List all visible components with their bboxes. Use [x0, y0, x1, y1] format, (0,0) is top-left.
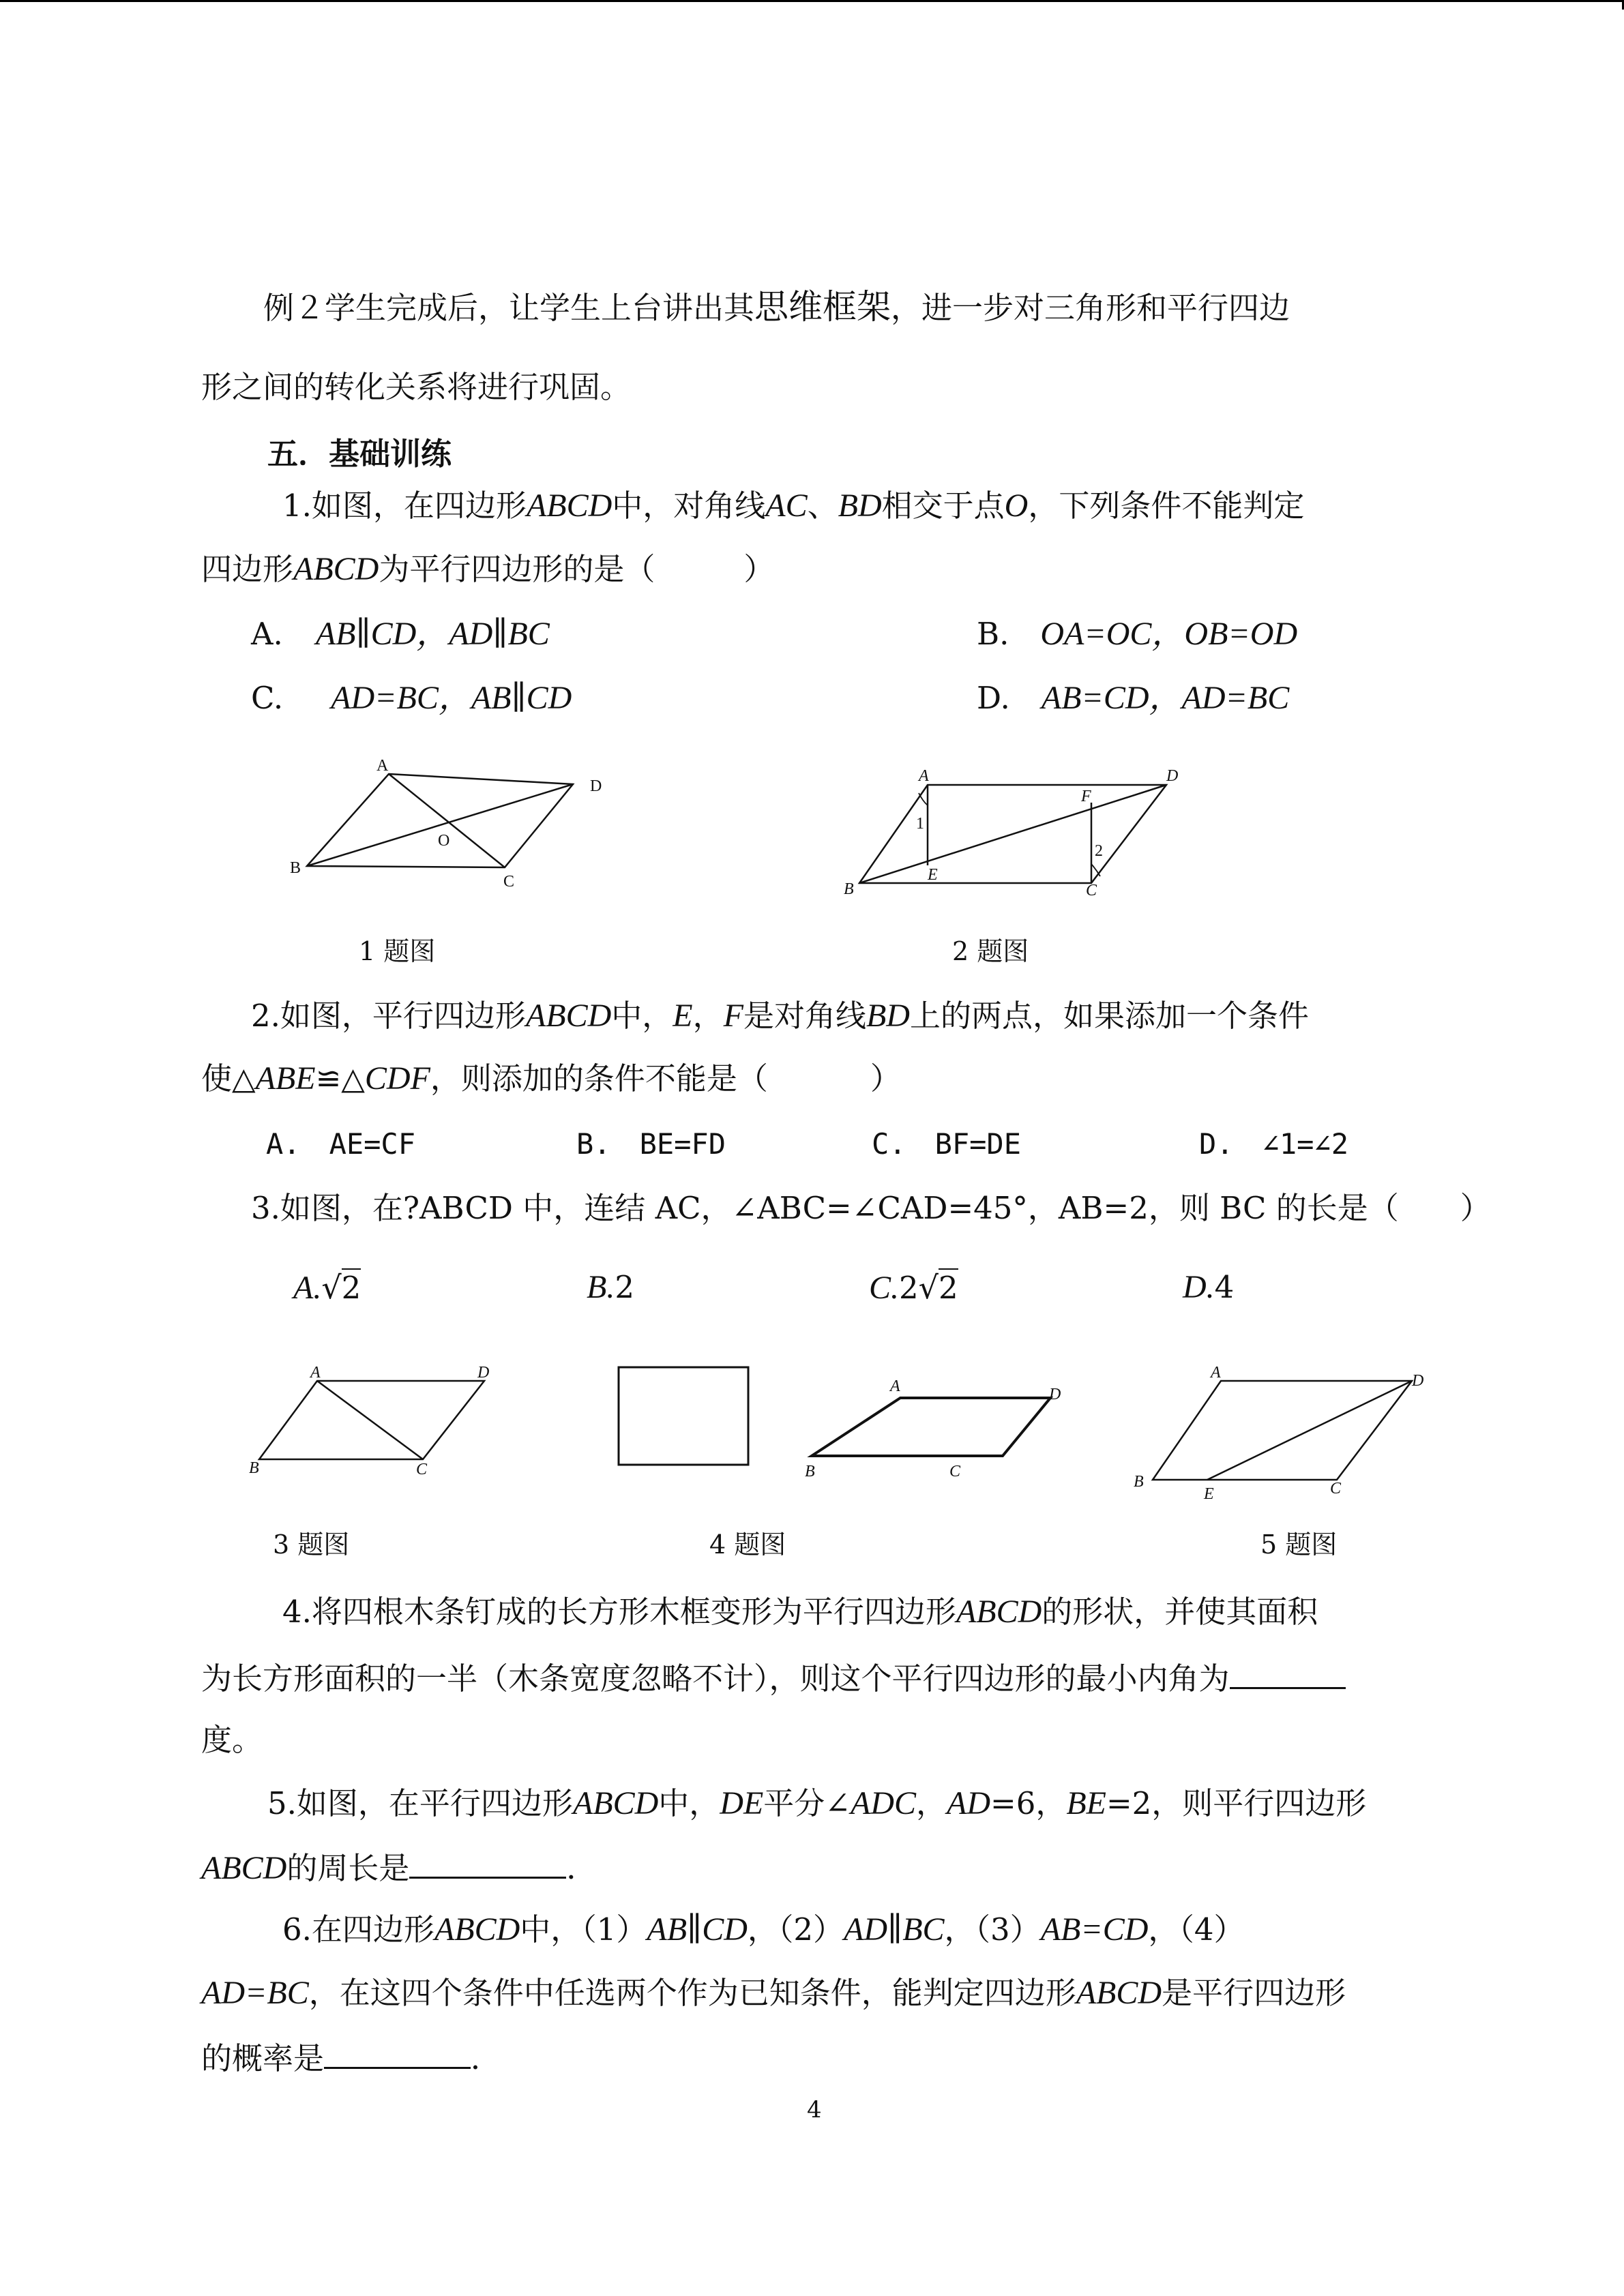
q1-line1: 1.如图，在四边形ABCD中，对角线AC、BD相交于点O，下列条件不能判定 — [282, 488, 1305, 524]
sqrt-symbol: √ — [918, 1269, 939, 1306]
sqrt-symbol: √ — [321, 1269, 342, 1306]
q6-line1: 6.在四边形ABCD中，（1）AB∥CD，（2）AD∥BC，（3）AB=CD，（4） — [282, 1911, 1245, 1948]
fig4-label-b: B — [805, 1463, 815, 1480]
figure-4-parallelogram — [798, 1371, 1071, 1487]
fig3-caption: 3 题图 — [273, 1530, 350, 1560]
q1-option-d[interactable]: D. AB=CD，AD=BC — [977, 680, 1290, 716]
q2-option-b[interactable]: B. BE=FD — [576, 1127, 726, 1161]
example2-text-cont: ，进一步对三角形和平行四边 — [891, 290, 1290, 326]
example2-line1 — [263, 286, 1290, 329]
q1-option-a[interactable]: A. AB∥CD，AD∥BC — [251, 616, 550, 652]
fig2-label-d: D — [1166, 767, 1179, 785]
q2-line2: 使△ABE≌△CDF，则添加的条件不能是（ ） — [201, 1060, 901, 1097]
fig3-label-d: D — [477, 1364, 490, 1382]
fig1-label-a: A — [377, 757, 389, 775]
figure-5 — [1125, 1364, 1439, 1507]
q4-line2: 为长方形面积的一半（木条宽度忽略不计），则这个平行四边形的最小内角为 — [201, 1657, 1346, 1699]
fig3-label-b: B — [249, 1459, 259, 1477]
fig4-caption: 4 题图 — [709, 1530, 786, 1560]
fig5-label-b: B — [1134, 1473, 1144, 1491]
q6-line2: AD=BC，在这四个条件中任选两个作为已知条件，能判定四边形ABCD是平行四边形 — [201, 1975, 1346, 2011]
q4-line3: 度。 — [201, 1722, 263, 1758]
q3-line1: 3.如图，在?ABCD 中，连结 AC，∠ABC=∠CAD=45°，AB=2，则 BC 的长是（ ） — [251, 1190, 1491, 1226]
fig4-label-a: A — [890, 1377, 900, 1395]
q5-answer-blank[interactable] — [409, 1847, 566, 1879]
q2-option-a[interactable]: A. AE=CF — [266, 1127, 416, 1161]
q5-line1: 5.如图，在平行四边形ABCD中，DE平分∠ADC，AD=6，BE=2，则平行四边形 — [267, 1785, 1367, 1821]
q1-option-b[interactable]: B. OA=OC，OB=OD — [977, 616, 1298, 652]
fig2-label-e: E — [928, 866, 938, 884]
page-top-border — [0, 0, 1624, 2]
fig1-caption: 1 题图 — [359, 936, 436, 966]
q6-line3: 的概率是 ． — [201, 2037, 501, 2079]
q4-line1: 4.将四根木条钉成的长方形木框变形为平行四边形ABCD的形状，并使其面积 — [282, 1594, 1318, 1630]
q1-option-c[interactable]: C. AD=BC，AB∥CD — [251, 680, 572, 716]
fig5-caption: 5 题图 — [1260, 1530, 1338, 1560]
q2-line1: 2.如图，平行四边形ABCD中，E，F是对角线BD上的两点，如果添加一个条件 — [251, 998, 1309, 1034]
q3-option-c[interactable]: C.2√2 — [869, 1269, 958, 1306]
fig2-caption: 2 题图 — [952, 936, 1029, 966]
fig5-label-d: D — [1412, 1372, 1424, 1390]
q1-line2: 四边形ABCD为平行四边形的是（ ） — [201, 551, 775, 587]
fig5-label-c: C — [1330, 1480, 1342, 1497]
fig4-label-c: C — [949, 1463, 961, 1480]
figure-1 — [286, 757, 600, 893]
fig2-label-f: F — [1081, 788, 1091, 805]
example2-highlight: 思维框架 — [754, 287, 891, 327]
fig2-label-a: A — [919, 767, 929, 785]
q5-line2: ABCD的周长是 ． — [201, 1847, 597, 1889]
fig2-angle-2: 2 — [1095, 842, 1103, 860]
page-number: 4 — [807, 2096, 822, 2123]
figure-3 — [246, 1364, 505, 1487]
fig3-label-a: A — [310, 1364, 321, 1382]
fig2-angle-1: 1 — [916, 815, 924, 833]
section-title: 五．基础训练 — [267, 436, 452, 472]
q4-answer-blank[interactable] — [1230, 1657, 1346, 1689]
q3-option-b[interactable]: B.2 — [587, 1269, 634, 1305]
q2-option-c[interactable]: C. BF=DE — [872, 1127, 1022, 1161]
fig1-label-o: O — [438, 832, 450, 850]
q2-option-d[interactable]: D. ∠1=∠2 — [1199, 1127, 1349, 1161]
figure-4-rectangle — [617, 1366, 754, 1468]
fig1-label-b: B — [290, 859, 301, 877]
fig2-label-b: B — [844, 880, 854, 898]
example2-text: 例２学生完成后，让学生上台讲出其 — [263, 290, 755, 326]
fig4-label-d: D — [1049, 1386, 1061, 1403]
fig5-label-a: A — [1211, 1364, 1221, 1382]
example2-line2: 形之间的转化关系将进行巩固。 — [201, 369, 632, 405]
q3-option-a[interactable]: A.√2 — [293, 1269, 361, 1306]
figure-2 — [836, 760, 1190, 904]
fig3-label-c: C — [416, 1461, 428, 1478]
fig2-label-c: C — [1086, 882, 1097, 899]
q3-option-d[interactable]: D.4 — [1183, 1269, 1235, 1305]
fig5-label-e: E — [1204, 1485, 1214, 1503]
fig1-label-d: D — [590, 777, 602, 795]
fig1-label-c: C — [503, 873, 515, 891]
q6-answer-blank[interactable] — [324, 2037, 471, 2069]
